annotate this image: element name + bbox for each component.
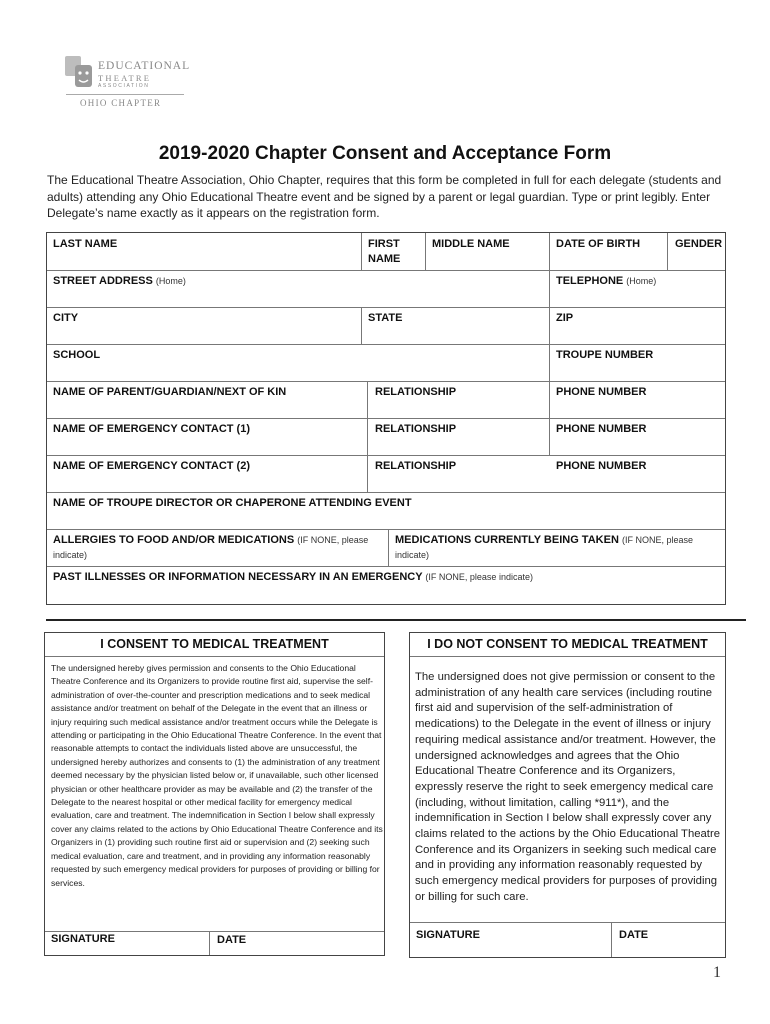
no-consent-signature-label: SIGNATURE bbox=[416, 929, 480, 941]
label-telephone bbox=[556, 274, 656, 289]
label-phone-number: PHONE NUMBER bbox=[556, 460, 647, 472]
label-zip: ZIP bbox=[556, 312, 574, 324]
logo-text-chapter: OHIO CHAPTER bbox=[80, 98, 162, 108]
col-divider bbox=[388, 529, 389, 566]
row-divider bbox=[47, 566, 725, 567]
label-emergency-contact-2: NAME OF EMERGENCY CONTACT (2) bbox=[53, 460, 250, 472]
label-phone-number: PHONE NUMBER bbox=[556, 386, 647, 398]
label-allergies bbox=[53, 533, 383, 563]
logo-divider bbox=[66, 94, 184, 95]
label-phone-number: PHONE NUMBER bbox=[556, 423, 647, 435]
delegate-info-table bbox=[46, 232, 726, 605]
label-relationship: RELATIONSHIP bbox=[375, 386, 457, 398]
signature-col-divider bbox=[209, 931, 210, 955]
label-telephone-sub: (Home) bbox=[626, 276, 657, 286]
col-divider bbox=[425, 233, 426, 270]
signature-col-divider bbox=[611, 922, 612, 957]
label-relationship: RELATIONSHIP bbox=[375, 460, 457, 472]
row-divider bbox=[47, 455, 725, 456]
logo-text-association: ASSOCIATION bbox=[98, 83, 150, 89]
consent-heading: I CONSENT TO MEDICAL TREATMENT bbox=[45, 633, 384, 657]
consent-section bbox=[44, 632, 385, 956]
no-consent-heading: I DO NOT CONSENT TO MEDICAL TREATMENT bbox=[410, 633, 725, 657]
label-city: CITY bbox=[53, 312, 79, 324]
label-middle-name: MIDDLE NAME bbox=[432, 238, 510, 250]
label-past-illnesses-sub: (IF NONE, please indicate) bbox=[425, 572, 533, 582]
logo-text-theatre: THEATRE bbox=[98, 73, 152, 83]
row-divider bbox=[47, 307, 725, 308]
label-allergies-sub2: indicate) bbox=[53, 550, 88, 560]
signature-divider bbox=[45, 931, 384, 932]
label-last-name: LAST NAME bbox=[53, 238, 118, 250]
label-troupe-director: NAME OF TROUPE DIRECTOR OR CHAPERONE ATTENDING EVENT bbox=[53, 497, 412, 509]
consent-text: The undersigned hereby gives permission and consents to the Ohio Educational Theatre Conference and its Organizers to provide routine first aid, supervise the self-administration of over-the-counter and prescription medications and to seek medical assistance and/or treatment on behalf of the Delegate in the event that an illness or injury requiring such medical assistance and/or treatment occurs while the Delegate is attending or participating in the Ohio Educational Theatre Conference. In the event that reasonable attempts to contact the individuals listed above are unsuccessful, the undersigned hereby authorizes and consents to (1) the administration of any treatment deemed necessary by the physician listed below or, if unavailable, such other licensed physician or other healthcare provider as may be available and (2) the transfer of the Delegate to the nearest hospital or other medical facility for emergency medical evaluation, care and treatment. The indemnification in Section I below shall expressly cover any claims related to the actions by Ohio Educational Theatre Conference and its Organizers in (1) providing such routine first aid or supervision and (2) seeking such medical evaluation, care and treatment, and in providing any information reasonably requested by such emergency medical providers for purposes of providing or billing for services. bbox=[51, 663, 383, 888]
label-medications-sub: (IF NONE, please indicate) bbox=[395, 535, 693, 560]
row-divider bbox=[47, 270, 725, 271]
col-divider bbox=[361, 233, 362, 270]
theatre-mask-logo-icon bbox=[64, 55, 94, 89]
label-street-address-sub: (Home) bbox=[155, 276, 186, 286]
label-medications bbox=[395, 533, 725, 563]
col-divider bbox=[667, 233, 668, 270]
row-divider bbox=[47, 492, 725, 493]
page-number: 1 bbox=[713, 964, 721, 981]
label-parent-guardian: NAME OF PARENT/GUARDIAN/NEXT OF KIN bbox=[53, 386, 287, 398]
no-consent-text: The undersigned does not give permission or consent to the administration of any health care services (including routine first aid and supervision of the self-administration of medications) to the Delegate in the event of illness or injury requiring medical assistance and/or treatment. However, the undersigned acknowledges and agrees that the Ohio Educational Theatre Conference and its Organizers, expressly reserve the right to seek emergency medical care (including, without limitation, calling *911*), and the indemnification in Section I below shall expressly cover any claims related to the actions by the Ohio Educational Theatre Conference and its Organizers in seeking such medical care and in providing any information reasonably requested by such emergency medical providers for purposes of providing or billing for such care. bbox=[415, 671, 720, 903]
row-divider bbox=[47, 381, 725, 382]
label-telephone-text: TELEPHONE bbox=[556, 275, 624, 287]
label-first-name-line1: FIRST bbox=[368, 238, 400, 250]
col-divider bbox=[549, 233, 550, 455]
form-instructions: The Educational Theatre Association, Ohio Chapter, requires that this form be completed in full for each delegate (students and adults) attending any Ohio Educational Theatre event and be signed by a parent or legal guardian. Type or print legibly. Enter Delegate’s name exactly as it appears on the registration form. bbox=[47, 173, 722, 220]
label-street-address bbox=[53, 274, 186, 289]
label-past-illnesses-text: PAST ILLNESSES OR INFORMATION NECESSARY IN AN EMERGENCY bbox=[53, 571, 423, 583]
col-divider bbox=[361, 307, 362, 344]
label-medications-text: MEDICATIONS CURRENTLY BEING TAKEN bbox=[395, 534, 619, 546]
signature-divider bbox=[410, 922, 725, 923]
organization-logo bbox=[60, 52, 200, 110]
label-school: SCHOOL bbox=[53, 349, 101, 361]
row-divider bbox=[47, 529, 725, 530]
consent-signature-label: SIGNATURE bbox=[51, 933, 115, 945]
row-divider bbox=[47, 418, 725, 419]
label-past-illnesses bbox=[53, 570, 723, 585]
label-relationship: RELATIONSHIP bbox=[375, 423, 457, 435]
label-emergency-contact-1: NAME OF EMERGENCY CONTACT (1) bbox=[53, 423, 250, 435]
row-divider bbox=[47, 344, 725, 345]
label-gender: GENDER bbox=[675, 238, 723, 250]
label-allergies-text: ALLERGIES TO FOOD AND/OR MEDICATIONS bbox=[53, 534, 295, 546]
consent-date-label: DATE bbox=[217, 934, 247, 946]
label-first-name-line2: NAME bbox=[368, 253, 401, 265]
no-consent-date-label: DATE bbox=[619, 929, 649, 941]
col-divider bbox=[367, 381, 368, 492]
label-allergies-sub: (IF NONE, please bbox=[297, 535, 369, 545]
label-troupe-number: TROUPE NUMBER bbox=[556, 349, 654, 361]
label-street-address-text: STREET ADDRESS bbox=[53, 275, 153, 287]
form-title: 2019-2020 Chapter Consent and Acceptance Form bbox=[158, 143, 612, 164]
section-separator bbox=[46, 619, 746, 621]
label-state: STATE bbox=[368, 312, 403, 324]
logo-text-educational: EDUCATIONAL bbox=[98, 60, 191, 72]
no-consent-section bbox=[409, 632, 726, 958]
label-date-of-birth: DATE OF BIRTH bbox=[556, 238, 641, 250]
